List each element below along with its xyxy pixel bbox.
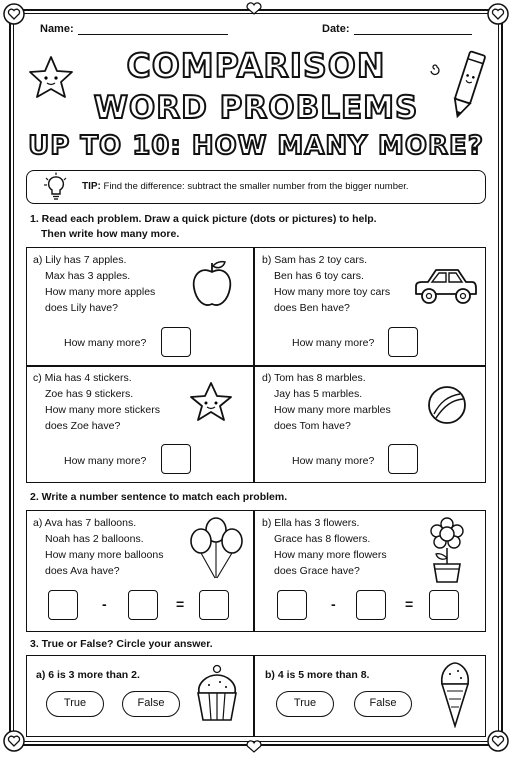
false-option-a[interactable]: False (122, 691, 180, 717)
heart-icon (3, 3, 25, 25)
number-box[interactable] (128, 590, 158, 620)
heart-icon (487, 730, 509, 752)
true-false-question-b: b) 4 is 5 more than 8. (265, 669, 370, 681)
title-line-3: UP TO 10: HOW MANY MORE? (28, 131, 484, 161)
problem-1a: a) Lily has 7 apples. Max has 3 apples. How many more apples does Lily have? (33, 254, 156, 314)
grid-divider (253, 655, 255, 737)
date-field[interactable] (322, 22, 472, 35)
problem-1b: b) Sam has 2 toy cars. Ben has 6 toy cars. How many more toy cars does Ben have? (262, 254, 391, 314)
answer-label: How many more? (64, 337, 147, 349)
section-3-instructions: 3. True or False? Circle your answer. (30, 638, 213, 650)
number-box[interactable] (356, 590, 386, 620)
problem-2a: a) Ava has 7 balloons. Noah has 2 balloons. How many more balloons does Ava have? (33, 517, 164, 577)
true-option-a[interactable]: True (46, 691, 104, 717)
number-box[interactable] (199, 590, 229, 620)
balloons-icon (186, 516, 248, 585)
marble-icon (426, 384, 468, 431)
title-line-1: COMPARISON (126, 46, 386, 85)
answer-box-1b[interactable] (388, 327, 418, 357)
section-1-instructions: 1. Read each problem. Draw a quick picture (dots or pictures) to help. Then write how many more. (30, 213, 377, 240)
star-sticker-icon (188, 380, 234, 429)
section-2-instructions: 2. Write a number sentence to match each problem. (30, 491, 288, 503)
equals-sign: = (176, 596, 185, 612)
grid-divider (253, 510, 255, 632)
answer-box-1c[interactable] (161, 444, 191, 474)
answer-label: How many more? (292, 337, 375, 349)
answer-label: How many more? (64, 455, 147, 467)
heart-icon (3, 730, 25, 752)
name-field[interactable] (40, 22, 228, 35)
number-box[interactable] (429, 590, 459, 620)
ice-cream-icon (438, 660, 472, 733)
minus-sign: - (102, 596, 107, 612)
title-line-2: WORD PROBLEMS (93, 90, 419, 126)
apple-icon (190, 258, 234, 315)
true-false-question-a: a) 6 is 3 more than 2. (36, 669, 140, 681)
answer-box-1d[interactable] (388, 444, 418, 474)
true-option-b[interactable]: True (276, 691, 334, 717)
car-icon (412, 264, 480, 313)
name-label: Name: (40, 23, 74, 35)
lightbulb-icon (41, 172, 71, 205)
number-box[interactable] (48, 590, 78, 620)
tip-box (26, 170, 486, 204)
false-option-b[interactable]: False (354, 691, 412, 717)
answer-box-1a[interactable] (161, 327, 191, 357)
heart-icon (245, 2, 263, 16)
heart-icon (487, 3, 509, 25)
cupcake-icon (194, 663, 240, 728)
number-box[interactable] (277, 590, 307, 620)
equals-sign: = (405, 596, 414, 612)
grid-divider (26, 365, 486, 367)
minus-sign: - (331, 596, 336, 612)
problem-1c: c) Mia has 4 stickers. Zoe has 9 stickers. How many more stickers does Zoe have? (33, 372, 160, 432)
answer-label: How many more? (292, 455, 375, 467)
problem-1d: d) Tom has 8 marbles. Jay has 5 marbles. How many more marbles does Tom have? (262, 372, 391, 432)
problem-2b: b) Ella has 3 flowers. Grace has 8 flowers. How many more flowers does Grace have? (262, 517, 387, 577)
date-label: Date: (322, 23, 350, 35)
flower-pot-icon (424, 514, 470, 589)
tip-text: TIP: Find the difference: subtract the smaller number from the bigger number. (82, 181, 409, 192)
heart-icon (245, 740, 263, 754)
